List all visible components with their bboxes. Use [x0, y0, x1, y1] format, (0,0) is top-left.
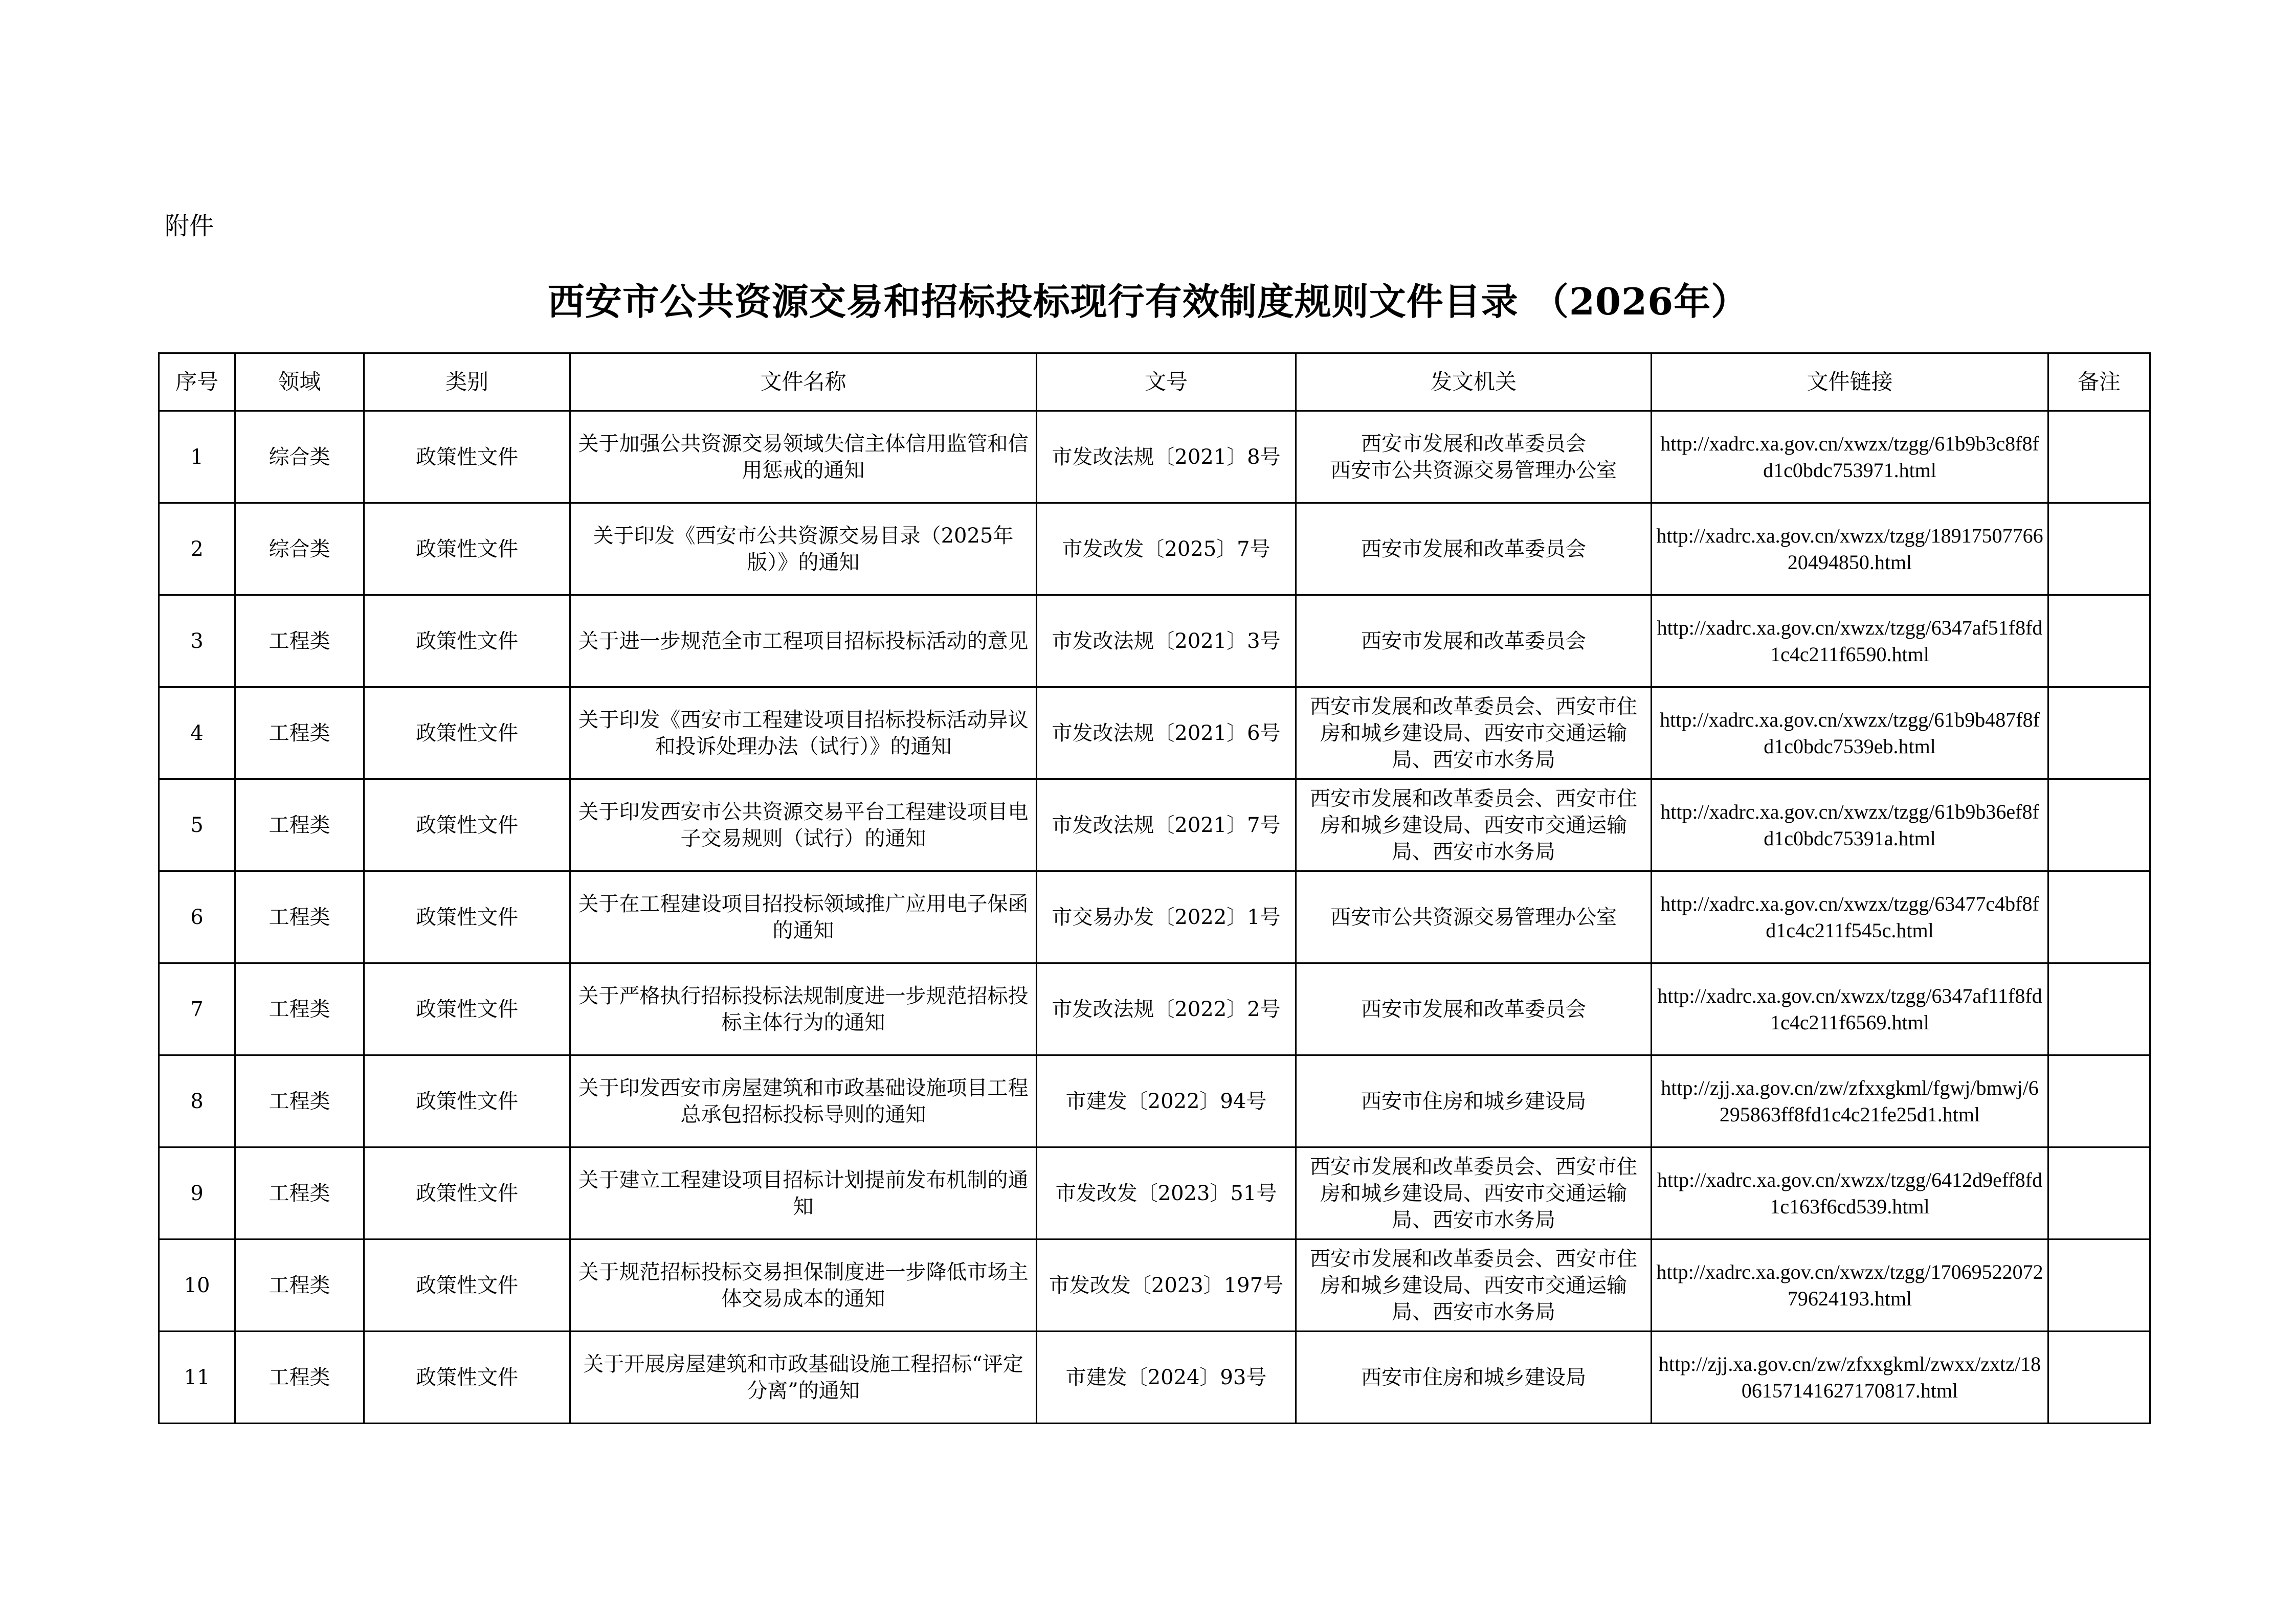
cell-issuer: 西安市发展和改革委员会: [1296, 595, 1652, 687]
cell-file-name: 关于规范招标投标交易担保制度进一步降低市场主体交易成本的通知: [570, 1239, 1037, 1332]
cell-doc-number: 市发改法规〔2021〕7号: [1037, 779, 1296, 871]
cell-issuer: 西安市发展和改革委员会、西安市住房和城乡建设局、西安市交通运输局、西安市水务局: [1296, 1239, 1652, 1332]
cell-issuer: 西安市发展和改革委员会 西安市公共资源交易管理办公室: [1296, 411, 1652, 503]
cell-issuer: 西安市住房和城乡建设局: [1296, 1055, 1652, 1147]
cell-file-name: 关于建立工程建设项目招标计划提前发布机制的通知: [570, 1147, 1037, 1239]
cell-file-name: 关于进一步规范全市工程项目招标投标活动的意见: [570, 595, 1037, 687]
header-domain: 领域: [235, 353, 364, 411]
table-row: [159, 1239, 2150, 1332]
cell-doc-number: 市发改法规〔2022〕2号: [1037, 963, 1296, 1055]
cell-domain: 工程类: [235, 687, 364, 779]
table-row: [159, 963, 2150, 1055]
cell-remark: [2048, 1147, 2150, 1239]
cell-remark: [2048, 687, 2150, 779]
cell-link[interactable]: http://xadrc.xa.gov.cn/xwzx/tzgg/63477c4bf8fd1c4c211f545c.html: [1652, 871, 2048, 963]
header-doc-number: 文号: [1037, 353, 1296, 411]
cell-domain: 工程类: [235, 963, 364, 1055]
cell-domain: 工程类: [235, 1055, 364, 1147]
cell-remark: [2048, 963, 2150, 1055]
cell-link[interactable]: http://xadrc.xa.gov.cn/xwzx/tzgg/1706952207279624193.html: [1652, 1239, 2048, 1332]
cell-doc-number: 市发改发〔2023〕51号: [1037, 1147, 1296, 1239]
cell-category: 政策性文件: [364, 411, 570, 503]
cell-category: 政策性文件: [364, 595, 570, 687]
cell-no: 8: [159, 1055, 235, 1147]
header-issuer: 发文机关: [1296, 353, 1652, 411]
cell-link[interactable]: http://xadrc.xa.gov.cn/xwzx/tzgg/61b9b3c8f8fd1c0bdc753971.html: [1652, 411, 2048, 503]
header-remark: 备注: [2048, 353, 2150, 411]
table-row: [159, 1147, 2150, 1239]
cell-no: 3: [159, 595, 235, 687]
cell-doc-number: 市交易办发〔2022〕1号: [1037, 871, 1296, 963]
cell-link[interactable]: http://xadrc.xa.gov.cn/xwzx/tzgg/6412d9eff8fd1c163f6cd539.html: [1652, 1147, 2048, 1239]
table-row: [159, 1055, 2150, 1147]
cell-no: 9: [159, 1147, 235, 1239]
cell-no: 4: [159, 687, 235, 779]
cell-category: 政策性文件: [364, 963, 570, 1055]
cell-link[interactable]: http://xadrc.xa.gov.cn/xwzx/tzgg/61b9b487f8fd1c0bdc7539eb.html: [1652, 687, 2048, 779]
cell-domain: 工程类: [235, 779, 364, 871]
cell-no: 7: [159, 963, 235, 1055]
cell-file-name: 关于开展房屋建筑和市政基础设施工程招标“评定分离”的通知: [570, 1332, 1037, 1424]
cell-file-name: 关于印发《西安市公共资源交易目录（2025年版）》的通知: [570, 503, 1037, 595]
cell-file-name: 关于加强公共资源交易领域失信主体信用监管和信用惩戒的通知: [570, 411, 1037, 503]
table-row: [159, 595, 2150, 687]
cell-doc-number: 市发改发〔2023〕197号: [1037, 1239, 1296, 1332]
table-row: [159, 687, 2150, 779]
cell-category: 政策性文件: [364, 1332, 570, 1424]
header-file-name: 文件名称: [570, 353, 1037, 411]
header-category: 类别: [364, 353, 570, 411]
cell-issuer: 西安市发展和改革委员会: [1296, 503, 1652, 595]
cell-no: 10: [159, 1239, 235, 1332]
cell-category: 政策性文件: [364, 687, 570, 779]
cell-no: 1: [159, 411, 235, 503]
table-row: [159, 1332, 2150, 1424]
cell-file-name: 关于印发西安市公共资源交易平台工程建设项目电子交易规则（试行）的通知: [570, 779, 1037, 871]
cell-remark: [2048, 1239, 2150, 1332]
cell-category: 政策性文件: [364, 1055, 570, 1147]
cell-issuer: 西安市发展和改革委员会: [1296, 963, 1652, 1055]
cell-category: 政策性文件: [364, 503, 570, 595]
cell-issuer: 西安市住房和城乡建设局: [1296, 1332, 1652, 1424]
cell-category: 政策性文件: [364, 1239, 570, 1332]
cell-issuer: 西安市公共资源交易管理办公室: [1296, 871, 1652, 963]
cell-remark: [2048, 871, 2150, 963]
cell-link[interactable]: http://xadrc.xa.gov.cn/xwzx/tzgg/1891750776620494850.html: [1652, 503, 2048, 595]
table-row: [159, 779, 2150, 871]
header-no: 序号: [159, 353, 235, 411]
cell-domain: 综合类: [235, 411, 364, 503]
cell-doc-number: 市发改发〔2025〕7号: [1037, 503, 1296, 595]
cell-doc-number: 市建发〔2024〕93号: [1037, 1332, 1296, 1424]
table-body: [159, 411, 2150, 1424]
cell-issuer: 西安市发展和改革委员会、西安市住房和城乡建设局、西安市交通运输局、西安市水务局: [1296, 779, 1652, 871]
cell-category: 政策性文件: [364, 779, 570, 871]
regulations-table: [158, 352, 2151, 1424]
cell-doc-number: 市发改法规〔2021〕3号: [1037, 595, 1296, 687]
table-row: [159, 871, 2150, 963]
cell-remark: [2048, 779, 2150, 871]
table-row: [159, 411, 2150, 503]
cell-file-name: 关于印发西安市房屋建筑和市政基础设施项目工程总承包招标投标导则的通知: [570, 1055, 1037, 1147]
cell-remark: [2048, 1055, 2150, 1147]
cell-issuer: 西安市发展和改革委员会、西安市住房和城乡建设局、西安市交通运输局、西安市水务局: [1296, 687, 1652, 779]
cell-no: 5: [159, 779, 235, 871]
cell-domain: 工程类: [235, 1332, 364, 1424]
cell-issuer: 西安市发展和改革委员会、西安市住房和城乡建设局、西安市交通运输局、西安市水务局: [1296, 1147, 1652, 1239]
attachment-label: 附件: [165, 212, 214, 240]
cell-doc-number: 市发改法规〔2021〕6号: [1037, 687, 1296, 779]
cell-category: 政策性文件: [364, 871, 570, 963]
cell-category: 政策性文件: [364, 1147, 570, 1239]
cell-doc-number: 市建发〔2022〕94号: [1037, 1055, 1296, 1147]
header-link: 文件链接: [1652, 353, 2048, 411]
cell-file-name: 关于严格执行招标投标法规制度进一步规范招标投标主体行为的通知: [570, 963, 1037, 1055]
cell-remark: [2048, 1332, 2150, 1424]
cell-file-name: 关于印发《西安市工程建设项目招标投标活动异议和投诉处理办法（试行）》的通知: [570, 687, 1037, 779]
cell-remark: [2048, 595, 2150, 687]
cell-file-name: 关于在工程建设项目招投标领域推广应用电子保函的通知: [570, 871, 1037, 963]
cell-domain: 工程类: [235, 595, 364, 687]
cell-no: 2: [159, 503, 235, 595]
cell-remark: [2048, 503, 2150, 595]
cell-domain: 工程类: [235, 1239, 364, 1332]
cell-link[interactable]: http://zjj.xa.gov.cn/zw/zfxxgkml/zwxx/zxtz/1806157141627170817.html: [1652, 1332, 2048, 1424]
cell-domain: 综合类: [235, 503, 364, 595]
document-title: 西安市公共资源交易和招标投标现行有效制度规则文件目录 （2026年）: [547, 280, 1749, 323]
cell-link[interactable]: http://xadrc.xa.gov.cn/xwzx/tzgg/6347af51f8fd1c4c211f6590.html: [1652, 595, 2048, 687]
cell-no: 11: [159, 1332, 235, 1424]
cell-domain: 工程类: [235, 871, 364, 963]
cell-no: 6: [159, 871, 235, 963]
cell-remark: [2048, 411, 2150, 503]
cell-domain: 工程类: [235, 1147, 364, 1239]
cell-doc-number: 市发改法规〔2021〕8号: [1037, 411, 1296, 503]
table-row: [159, 503, 2150, 595]
table-header-row: [159, 353, 2150, 411]
cell-link[interactable]: http://xadrc.xa.gov.cn/xwzx/tzgg/6347af11f8fd1c4c211f6569.html: [1652, 963, 2048, 1055]
cell-link[interactable]: http://xadrc.xa.gov.cn/xwzx/tzgg/61b9b36ef8fd1c0bdc75391a.html: [1652, 779, 2048, 871]
cell-link[interactable]: http://zjj.xa.gov.cn/zw/zfxxgkml/fgwj/bmwj/6295863ff8fd1c4c21fe25d1.html: [1652, 1055, 2048, 1147]
